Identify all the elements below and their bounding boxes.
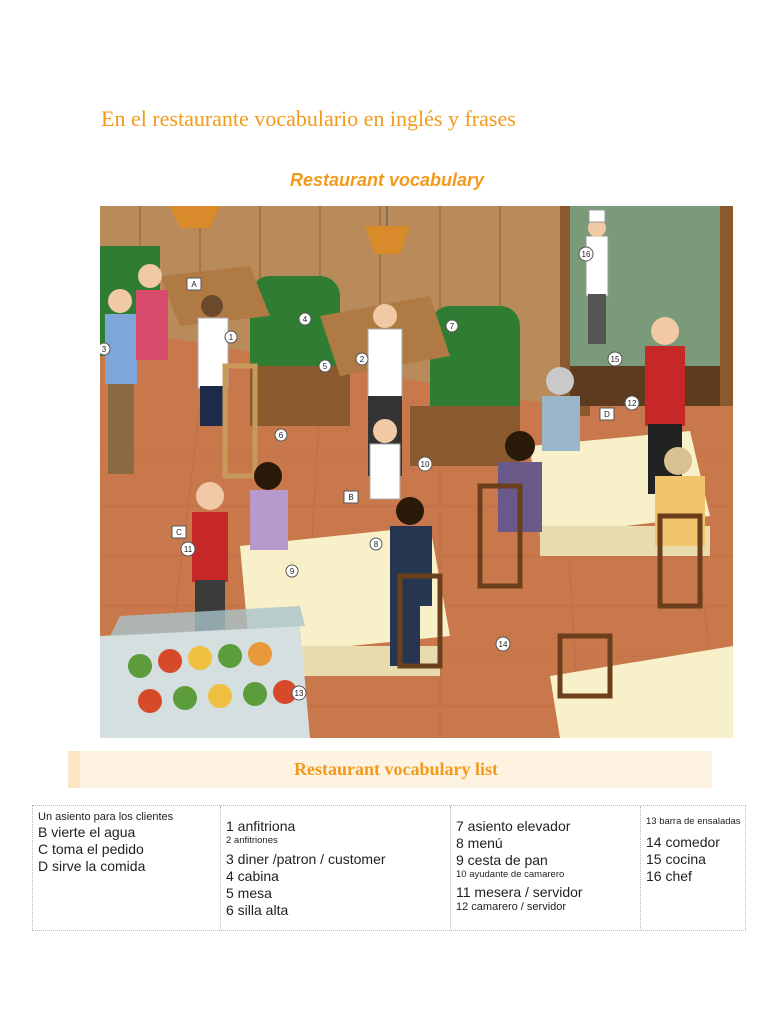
- page-subtitle: Restaurant vocabulary: [289, 170, 485, 190]
- vocab-column-1: [33, 806, 221, 930]
- vocab-item: C toma el pedido: [38, 841, 144, 857]
- vocab-item: 15 cocina: [646, 851, 706, 867]
- vocab-item: 7 asiento elevador: [456, 818, 571, 834]
- restaurant-scene: [100, 206, 733, 738]
- label-8: 8: [373, 540, 379, 549]
- vocab-item: 12 camarero / servidor: [456, 901, 567, 913]
- label-13: 13: [294, 689, 304, 698]
- vocab-item: 6 silla alta: [226, 902, 289, 918]
- label-6: 6: [278, 431, 284, 440]
- label-D: D: [604, 410, 610, 419]
- label-7: 7: [449, 322, 455, 331]
- label-9: 9: [289, 567, 295, 576]
- vocab-item: 3 diner /patron / customer: [226, 851, 386, 867]
- label-4: 4: [302, 315, 308, 324]
- vocab-item: Un asiento para los clientes: [38, 811, 174, 823]
- label-2: 2: [359, 355, 365, 364]
- vocab-item: 8 menú: [456, 835, 503, 851]
- vocab-list-header: [68, 751, 712, 788]
- page-title: En el restaurante vocabulario en inglés y frases: [101, 106, 516, 131]
- vocab-item: 11 mesera / servidor: [456, 884, 583, 900]
- vocab-list-title: Restaurant vocabulary list: [294, 759, 498, 779]
- label-5: 5: [322, 362, 328, 371]
- vocab-column-3: [451, 806, 641, 930]
- vocab-item: B vierte el agua: [38, 824, 136, 840]
- vocab-item: 2 anfitriones: [226, 835, 278, 846]
- label-A: A: [191, 280, 197, 289]
- label-12: 12: [627, 399, 637, 408]
- vocab-item: 16 chef: [646, 868, 692, 884]
- vocab-item: 4 cabina: [226, 868, 279, 884]
- vocab-column-4: [641, 806, 745, 930]
- vocab-item: 1 anfitriona: [226, 818, 296, 834]
- label-15: 15: [610, 355, 620, 364]
- vocab-item: 14 comedor: [646, 834, 720, 850]
- label-16: 16: [581, 250, 591, 259]
- vocab-table: [32, 805, 746, 931]
- label-3: 3: [101, 345, 107, 354]
- vocab-item: D sirve la comida: [38, 858, 146, 874]
- label-1: 1: [228, 333, 234, 342]
- label-B: B: [348, 493, 354, 502]
- vocab-item: 13 barra de ensaladas: [646, 816, 741, 827]
- restaurant-illustration: [100, 206, 733, 738]
- label-11: 11: [183, 545, 193, 554]
- vocab-column-2: [221, 806, 451, 930]
- label-14: 14: [498, 640, 508, 649]
- label-10: 10: [420, 460, 430, 469]
- vocab-item: 10 ayudante de camarero: [456, 869, 565, 880]
- vocab-item: 5 mesa: [226, 885, 272, 901]
- label-C: C: [176, 528, 182, 537]
- vocab-item: 9 cesta de pan: [456, 852, 548, 868]
